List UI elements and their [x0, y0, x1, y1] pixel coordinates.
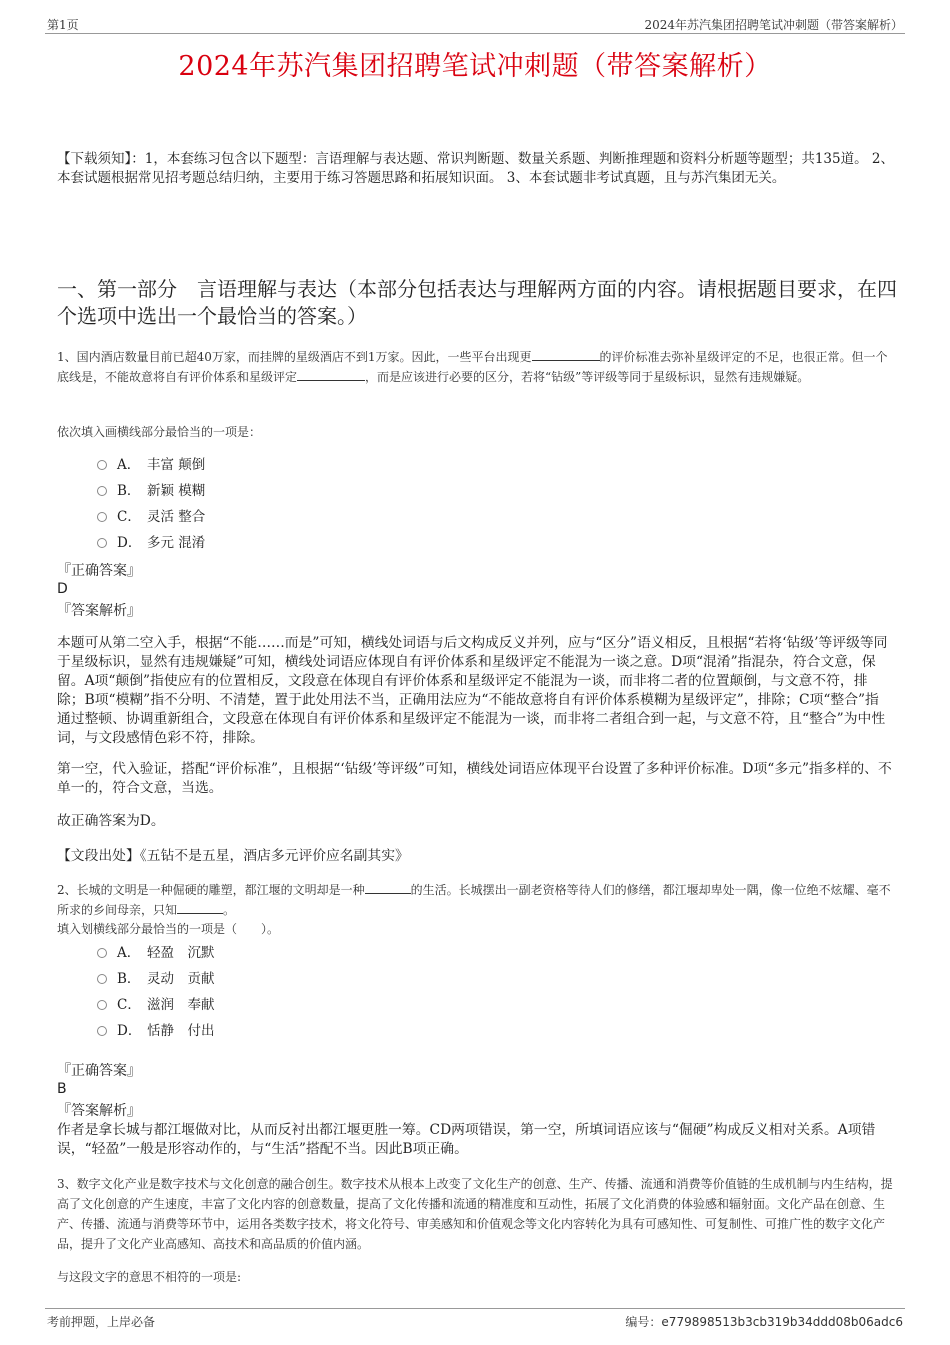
radio-icon[interactable]: [97, 974, 107, 984]
question-3-instruction: 与这段文字的意思不相符的一项是:: [57, 1270, 242, 1284]
blank: [532, 348, 600, 361]
question-2-instruction: 填入划横线部分最恰当的一项是（ ）。: [57, 922, 280, 936]
analysis-label: 『答案解析』: [57, 603, 141, 619]
radio-icon[interactable]: [97, 512, 107, 522]
question-2-analysis: 作者是拿长城与都江堰做对比，从而反衬出都江堰更胜一筹。CD两项错误，第一空，所填词语应该与“倔硬”构成反义相对关系。A项错误，“轻盈”一般是形容动作的，与“生活”搭配不当。因此B项正确。: [57, 1122, 876, 1157]
blank: [365, 881, 411, 894]
option-d[interactable]: D． 多元 混淆: [97, 530, 205, 556]
correct-answer: B: [57, 1081, 67, 1097]
document-code: 编号：e779898513b3cb319b34ddd08b06adc6: [625, 1315, 903, 1329]
radio-icon[interactable]: [97, 948, 107, 958]
footer-divider: [45, 1308, 905, 1309]
radio-icon[interactable]: [97, 486, 107, 496]
header-divider: [45, 33, 905, 34]
section-heading: 一、第一部分 言语理解与表达（本部分包括表达与理解两方面的内容。请根据题目要求，在四个选项中选出一个最恰当的答案。）: [57, 277, 897, 328]
analysis-label: 『答案解析』: [57, 1103, 141, 1119]
question-2-text: 2、长城的文明是一种倔硬的雕塑，都江堰的文明却是一种 的生活。长城摆出一副老资格等待人们的修缮，都江堰却卑处一隅，像一位绝不炫耀、毫不所求的乡间母亲，只知 。: [57, 883, 891, 917]
radio-icon[interactable]: [97, 1000, 107, 1010]
option-b[interactable]: B． 灵动 贡献: [97, 966, 215, 992]
correct-answer-label: 『正确答案』: [57, 563, 141, 579]
question-1-instruction: 依次填入画横线部分最恰当的一项是：: [57, 425, 262, 439]
footer-slogan: 考前押题，上岸必备: [47, 1315, 156, 1329]
option-c[interactable]: C． 滋润 奉献: [97, 992, 215, 1018]
option-c[interactable]: C． 灵活 整合: [97, 504, 205, 530]
question-1-options: [97, 452, 205, 556]
question-1-analysis-2: 第一空，代入验证，搭配“评价标准”，且根据“‘钻级’等评级”可知，横线处词语应体现平台设置了多种评价标准。D项“多元”指多样的、不单一的，符合文意，当选。: [57, 761, 892, 796]
question-1-conclusion: 故正确答案为D。: [57, 813, 165, 829]
option-a[interactable]: A． 轻盈 沉默: [97, 940, 215, 966]
correct-answer-label: 『正确答案』: [57, 1063, 141, 1079]
question-1-source: 【文段出处】《五钻不是五星，酒店多元评价应名副其实》: [57, 848, 409, 864]
question-1-text: 1、国内酒店数量目前已超40万家，而挂牌的星级酒店不到1万家。因此，一些平台出现更 的评价标准去弥补星级评定的不足，也很正常。但一个底线是，不能故意将自有评价体系和星级评定 ，而是应该进行必要的区分，若将“钻级”等评级等同于星级标识，显然有违规嫌疑。: [57, 350, 888, 384]
option-b[interactable]: B． 新颖 模糊: [97, 478, 205, 504]
radio-icon[interactable]: [97, 538, 107, 548]
radio-icon[interactable]: [97, 460, 107, 470]
download-notice: 【下载须知】：1，本套练习包含以下题型：言语理解与表达题、常识判断题、数量关系题、判断推理题和资料分析题等题型；共135道。 2、本套试题根据常见招考题总结归纳，主要用于练习答题思路和拓展知识面。 3、本套试题非考试真题，且与苏汽集团无关。: [57, 151, 894, 186]
blank: [177, 901, 223, 914]
page-title: 2024年苏汽集团招聘笔试冲刺题（带答案解析）: [178, 51, 772, 82]
blank: [297, 368, 365, 381]
question-1-analysis: 本题可从第二空入手，根据“不能……而是”可知，横线处词语与后文构成反义并列，应与“区分”语义相反，且根据“若将‘钻级’等评级等同于星级标识，显然有违规嫌疑”可知，横线处词语应体现自有评价体系和星级评定不能混为一谈之意。D项“混淆”指混杂，符合文意，保留。A项“颠倒”指使应有的位置相反，文段意在体现自有评价体系和星级评定不能混为一谈，而非将二者的位置颠倒，与文意不符，排除；B项“模糊”指不分明、不清楚，置于此处用法不当，正确用法应为“不能故意将自有评价体系模糊为星级评定”，排除；C项“整合”指通过整顿、协调重新组合，文段意在体现自有评价体系和星级评定不能混为一谈，而非将二者组合到一起，与文意不符，且“整合”为中性词，与文段感情色彩不符，排除。: [57, 635, 888, 746]
question-2-options: [97, 940, 215, 1044]
radio-icon[interactable]: [97, 1026, 107, 1036]
page-number: 第1页: [47, 18, 79, 32]
option-a[interactable]: A． 丰富 颠倒: [97, 452, 205, 478]
option-d[interactable]: D． 恬静 付出: [97, 1018, 215, 1044]
header-doc-title: 2024年苏汽集团招聘笔试冲刺题（带答案解析）: [644, 18, 903, 32]
question-3-text: 3、数字文化产业是数字技术与文化创意的融合创生。数字技术从根本上改变了文化生产的创意、生产、传播、流通和消费等价值链的生成机制与内生结构，提高了文化创意的产生速度，丰富了文化内容的创意数量，提高了文化传播和流通的精准度和互动性，拓展了文化消费的体验感和辐射面。文化产品在创意、生产、传播、流通与消费等环节中，运用各类数字技术，将文化符号、审美感知和价值观念等文化内容转化为具有可感知性、可复制性、可推广性的数字文化产品，提升了文化产业高感知、高技术和高品质的价值内涵。: [57, 1177, 893, 1251]
correct-answer: D: [57, 581, 68, 597]
